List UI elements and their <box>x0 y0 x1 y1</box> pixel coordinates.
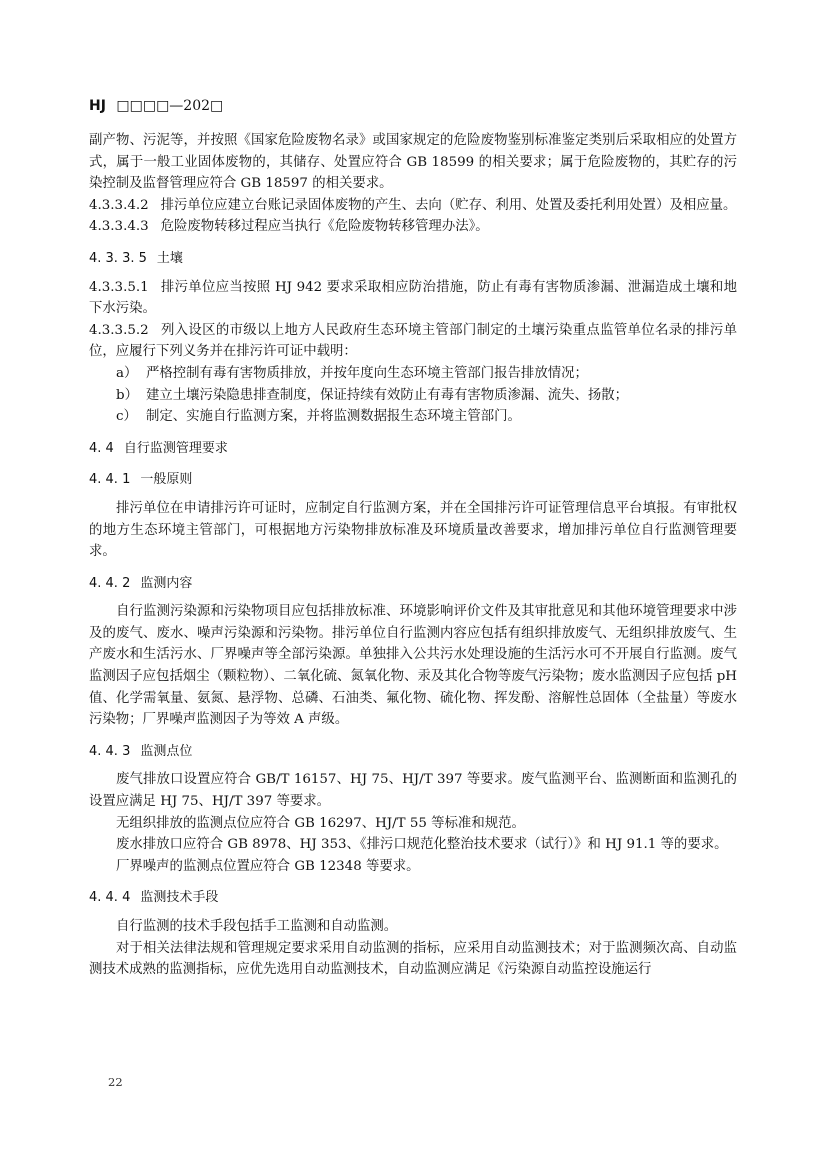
paragraph-continued: 副产物、污泥等，并按照《国家危险废物名录》或国家规定的危险废物鉴别标准鉴定类别后采取相应的处置方式，属于一般工业固体废物的，其储存、处置应符合 GB 18599 的相关要求；属于危险废物的，其贮存的污染控制及监督管理应符合 GB 18597 的相关要求。 <box>89 133 737 192</box>
paragraph-4-4-3-d: 厂界噪声的监测点位置应符合 GB 12348 等要求。 <box>116 858 420 874</box>
clause-4-3-3-5-1 <box>89 277 737 320</box>
heading-number: 4. 4. 2 <box>89 575 131 591</box>
heading-4-4-4 <box>89 887 737 909</box>
paragraph-4-4-4-b: 对于相关法律法规和管理规定要求采用自动监测的指标，应采用自动监测技术；对于监测频次高、自动监测技术成熟的监测指标，应优先选用自动监测技术，自动监测应满足《污染源自动监控设施运行 <box>89 940 737 978</box>
clause-4-3-3-4-2 <box>89 195 737 217</box>
heading-number: 4. 3. 3. 5 <box>89 250 147 266</box>
header-code: □□□□—202□ <box>116 98 224 114</box>
list-item <box>89 363 737 385</box>
clause-4-3-3-5-2 <box>89 320 737 363</box>
heading-title: 监测技术手段 <box>140 890 219 906</box>
heading-title: 监测内容 <box>140 575 193 591</box>
heading-title: 自行监测管理要求 <box>123 440 228 456</box>
heading-number: 4. 4. 1 <box>89 472 131 488</box>
heading-4-4-2 <box>89 573 737 595</box>
page-number: 22 <box>108 1075 123 1089</box>
clause-number: 4.3.3.4.2 <box>89 197 149 213</box>
heading-number: 4. 4. 4 <box>89 890 131 906</box>
heading-4-3-3-5 <box>89 248 737 270</box>
document-header <box>89 98 223 114</box>
list-item <box>89 385 737 407</box>
paragraph-4-4-1: 排污单位在申请排污许可证时，应制定自行监测方案，并在全国排污许可证管理信息平台填报。有审批权的地方生态环境主管部门，可根据地方污染物排放标准及环境质量改善要求，增加排污单位自行监测管理要求。 <box>89 500 737 560</box>
clause-number: 4.3.3.4.3 <box>89 219 149 235</box>
list-marker: b） <box>116 387 138 403</box>
heading-number: 4. 4 <box>89 440 114 456</box>
clause-text: 列入设区的市级以上地方人民政府生态环境主管部门制定的土壤污染重点监管单位名录的排污单位，应履行下列义务并在排污许可证中载明： <box>89 322 737 360</box>
heading-title: 土壤 <box>156 250 183 266</box>
heading-title: 一般原则 <box>140 472 193 488</box>
paragraph-4-4-3-c: 废水排放口应符合 GB 8978、HJ 353、《排污口规范化整治技术要求（试行）》和 HJ 91.1 等的要求。 <box>116 837 728 853</box>
clause-number: 4.3.3.5.2 <box>89 322 149 338</box>
document-body <box>89 130 737 981</box>
clause-text: 排污单位应建立台账记录固体废物的产生、去向（贮存、利用、处置及委托利用处置）及相应量。 <box>160 197 737 213</box>
paragraph-4-4-2: 自行监测污染源和污染物项目应包括排放标准、环境影响评价文件及其审批意见和其他环境管理要求中涉及的废气、废水、噪声污染源和污染物。排污单位自行监测内容应包括有组织排放废气、无组织排放废气、生产废水和生活污水、厂界噪声等全部污染源。单独排入公共污水处理设施的生活污水可不开展自行监测。废气监测因子应包括烟尘（颗粒物）、二氧化硫、氮氧化物、汞及其化合物等废气污染物；废水监测因子应包括 pH 值、化学需氧量、氨氮、悬浮物、总磷、石油类、氟化物、硫化物、挥发酚、溶解性总固体（全盐量）等废水污染物；厂界噪声监测因子为等效 A 声级。 <box>89 604 737 728</box>
clause-4-3-3-4-3 <box>89 216 737 238</box>
clause-text: 危险废物转移过程应当执行《危险废物转移管理办法》。 <box>160 219 489 235</box>
paragraph-4-4-3-b: 无组织排放的监测点位应符合 GB 16297、HJ/T 55 等标准和规范。 <box>116 815 525 831</box>
heading-4-4-3 <box>89 741 737 763</box>
clause-number: 4.3.3.5.1 <box>89 279 149 295</box>
list-text: 制定、实施自行监测方案，并将监测数据报生态环境主管部门。 <box>146 409 521 425</box>
heading-title: 监测点位 <box>140 743 193 759</box>
paragraph-4-4-4-a: 自行监测的技术手段包括手工监测和自动监测。 <box>116 919 398 934</box>
header-prefix: HJ <box>89 98 106 114</box>
heading-number: 4. 4. 3 <box>89 743 131 759</box>
list-marker: a） <box>116 365 138 381</box>
list-text: 建立土壤污染隐患排查制度，保证持续有效防止有毒有害物质渗漏、流失、扬散； <box>146 387 629 403</box>
clause-text: 排污单位应当按照 HJ 942 要求采取相应防治措施，防止有毒有害物质渗漏、泄漏造成土壤和地下水污染。 <box>89 279 737 317</box>
list-marker: c） <box>116 409 137 425</box>
list-text: 严格控制有毒有害物质排放，并按年度向生态环境主管部门报告排放情况； <box>146 365 588 381</box>
heading-4-4 <box>89 438 737 460</box>
heading-4-4-1 <box>89 469 737 491</box>
paragraph-4-4-3-a: 废气排放口设置应符合 GB/T 16157、HJ 75、HJ/T 397 等要求。废气监测平台、监测断面和监测孔的设置应满足 HJ 75、HJ/T 397 等要求。 <box>89 772 737 810</box>
list-item <box>89 406 737 428</box>
